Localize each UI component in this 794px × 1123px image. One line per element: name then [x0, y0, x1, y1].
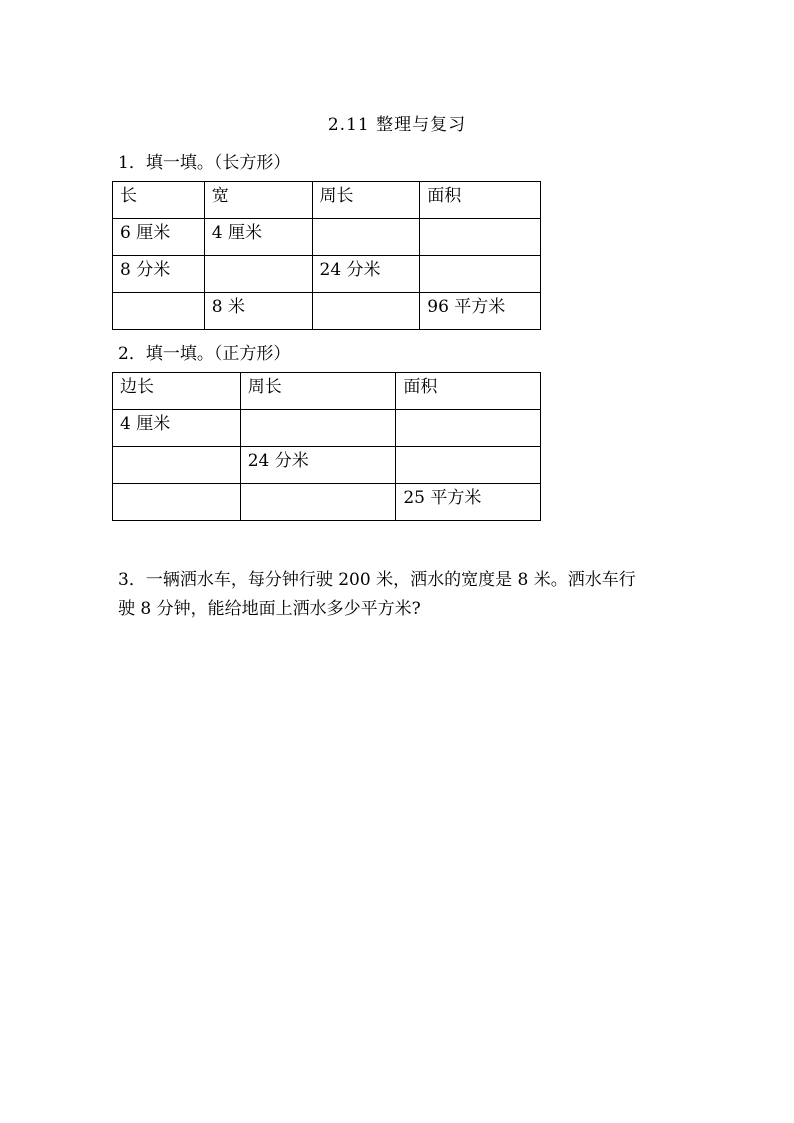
table-header-row [113, 182, 541, 219]
table-row [113, 293, 541, 330]
header-area: 面积 [420, 182, 541, 219]
table-cell: 25 平方米 [396, 484, 541, 521]
table-header-row [113, 373, 541, 410]
table-cell-blank[interactable] [420, 219, 541, 256]
table-row [113, 256, 541, 293]
table-cell: 8 分米 [113, 256, 205, 293]
table-row [113, 410, 541, 447]
table-cell-blank[interactable] [396, 447, 541, 484]
table-cell-blank[interactable] [240, 484, 396, 521]
table-cell: 4 厘米 [113, 410, 241, 447]
header-length: 长 [113, 182, 205, 219]
table-cell: 4 厘米 [204, 219, 312, 256]
question-3-text [118, 566, 688, 624]
table-cell: 6 厘米 [113, 219, 205, 256]
header-side-length: 边长 [113, 373, 241, 410]
table-cell-blank[interactable] [204, 256, 312, 293]
question-3-line-1: 3．一辆洒水车，每分钟行驶 200 米，洒水的宽度是 8 米。洒水车行 [118, 570, 636, 590]
table-cell: 24 分米 [240, 447, 396, 484]
table-cell-blank[interactable] [420, 256, 541, 293]
header-perimeter: 周长 [240, 373, 396, 410]
table-cell-blank[interactable] [396, 410, 541, 447]
table-cell: 96 平方米 [420, 293, 541, 330]
table-row [113, 447, 541, 484]
square-table [112, 372, 541, 521]
table-row [113, 219, 541, 256]
table-cell: 24 分米 [312, 256, 420, 293]
table-row [113, 484, 541, 521]
question-3-line-2: 驶 8 分钟，能给地面上洒水多少平方米? [118, 599, 421, 619]
header-area: 面积 [396, 373, 541, 410]
table-cell-blank[interactable] [113, 293, 205, 330]
table-cell-blank[interactable] [240, 410, 396, 447]
rectangle-table [112, 181, 541, 330]
table-cell-blank[interactable] [113, 447, 241, 484]
question-2-heading: 2．填一填。（正方形） [118, 344, 291, 364]
question-1-heading: 1．填一填。（长方形） [118, 153, 291, 173]
table-cell-blank[interactable] [312, 219, 420, 256]
worksheet-title: 2.11 整理与复习 [327, 115, 467, 135]
table-cell: 8 米 [204, 293, 312, 330]
table-cell-blank[interactable] [113, 484, 241, 521]
header-width: 宽 [204, 182, 312, 219]
header-perimeter: 周长 [312, 182, 420, 219]
table-cell-blank[interactable] [312, 293, 420, 330]
